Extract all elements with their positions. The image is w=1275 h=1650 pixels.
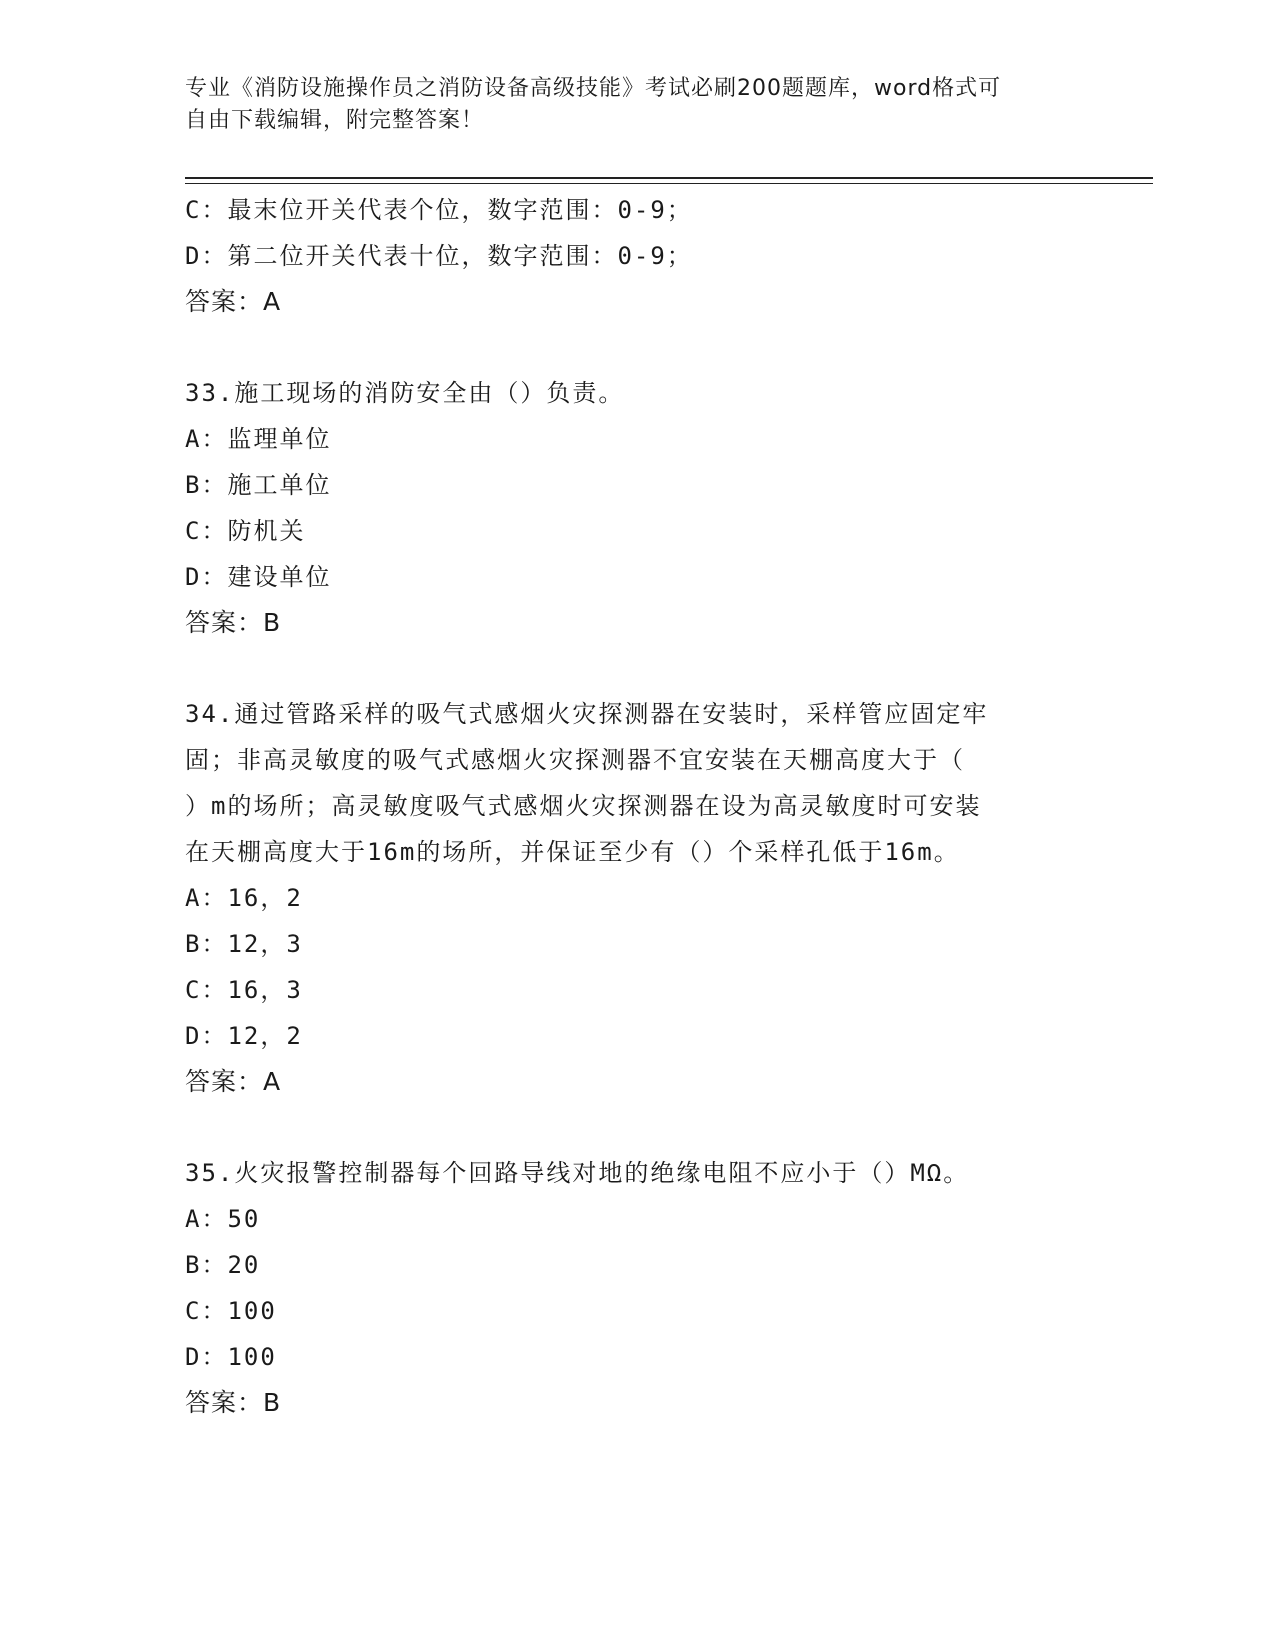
option-b: B：施工单位 (185, 471, 332, 499)
question-text-line: 33.施工现场的消防安全由（）负责。 (185, 379, 625, 407)
option-b: B：12，3 (185, 930, 303, 958)
option-a: A：监理单位 (185, 425, 332, 453)
answer-line: 答案：A (185, 1067, 282, 1096)
question-33 (185, 370, 1085, 646)
spacer (185, 646, 1085, 691)
option-a: A：50 (185, 1205, 261, 1233)
option-b: B：20 (185, 1251, 261, 1279)
spacer (185, 325, 1085, 370)
question-text-line: 固；非高灵敏度的吸气式感烟火灾探测器不宜安装在天棚高度大于（ (185, 746, 965, 774)
question-text (185, 691, 1085, 875)
option-a: A：16，2 (185, 884, 303, 912)
header-divider-thin (185, 183, 1153, 184)
question-text (185, 1150, 1085, 1196)
option-d: D：12，2 (185, 1022, 303, 1050)
question-35 (185, 1150, 1085, 1426)
header-line-2: 自由下载编辑，附完整答案！ (185, 108, 485, 133)
answer-line: 答案：B (185, 1388, 282, 1417)
option-c: C：最末位开关代表个位，数字范围：0-9； (185, 196, 693, 224)
question-34 (185, 691, 1085, 1105)
document-header (185, 73, 1085, 137)
answer-line: 答案：A (185, 287, 282, 316)
option-d: D：第二位开关代表十位，数字范围：0-9； (185, 242, 693, 270)
question-text-line: ）m的场所；高灵敏度吸气式感烟火灾探测器在设为高灵敏度时可安装 (185, 792, 982, 820)
option-c: C：100 (185, 1297, 277, 1325)
option-c: C：防机关 (185, 517, 306, 545)
option-c: C：16，3 (185, 976, 303, 1004)
question-text-line: 35.火灾报警控制器每个回路导线对地的绝缘电阻不应小于（）MΩ。 (185, 1159, 970, 1187)
answer-line: 答案：B (185, 608, 282, 637)
spacer (185, 1105, 1085, 1150)
option-d: D：建设单位 (185, 563, 332, 591)
question-text-line: 在天棚高度大于16m的场所，并保证至少有（）个采样孔低于16m。 (185, 838, 960, 866)
question-fragment (185, 187, 1085, 325)
question-text (185, 370, 1085, 416)
header-line-1: 专业《消防设施操作员之消防设备高级技能》考试必刷200题题库，word格式可 (185, 76, 1002, 101)
question-text-line: 34.通过管路采样的吸气式感烟火灾探测器在安装时，采样管应固定牢 (185, 700, 989, 728)
option-d: D：100 (185, 1343, 277, 1371)
header-divider-thick (185, 177, 1153, 179)
question-content (185, 187, 1085, 1426)
